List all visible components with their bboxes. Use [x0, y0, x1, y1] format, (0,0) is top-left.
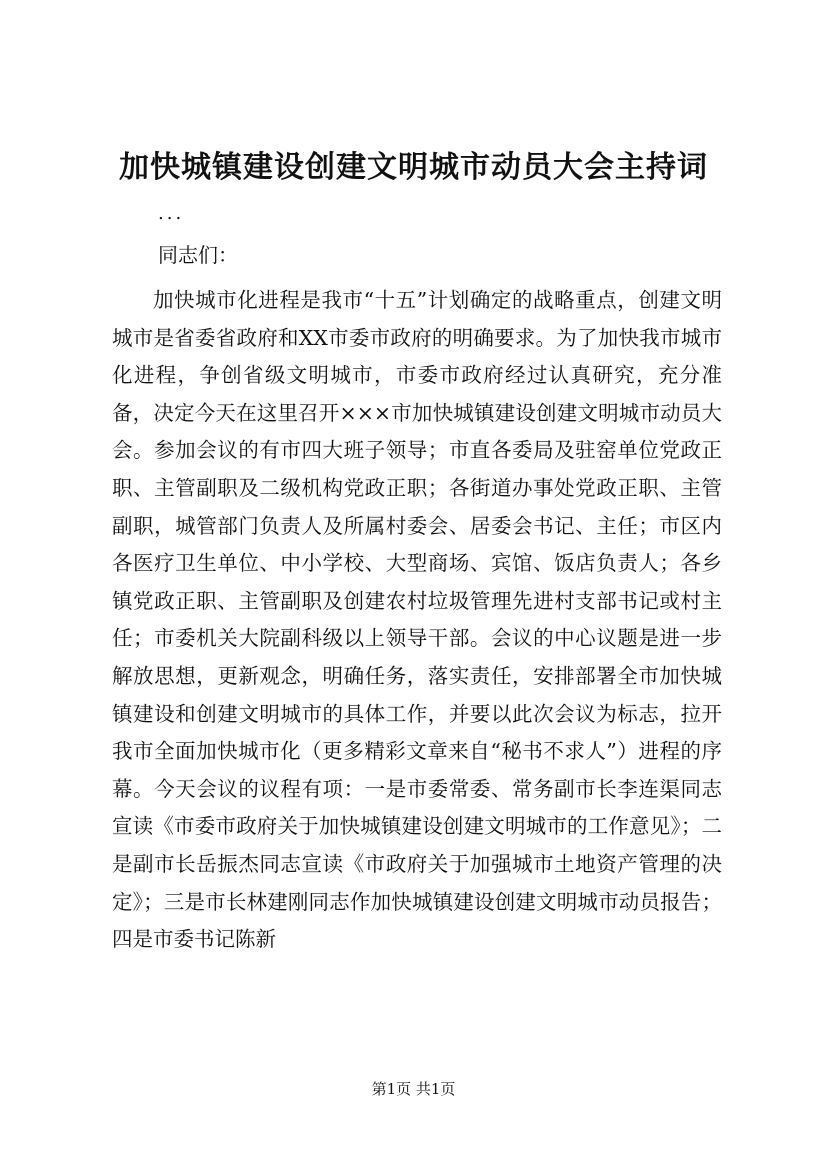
ellipsis-text: ... [158, 203, 185, 224]
page-footer: 第1页 共1页 [371, 1080, 456, 1098]
salutation-text: 同志们： [158, 243, 238, 267]
document-title: 加快城镇建设创建文明城市动员大会主持词 [119, 150, 708, 185]
body-paragraph: 加快城市化进程是我市“十五”计划确定的战略重点，创建文明城市是省委省政府和XX市委市政府的明确要求。为了加快我市城市化进程，争创省级文明城市，市委市政府经过认真研究，充分准备，决定今天在这里召开×××市加快城镇建设创建文明城市动员大会。参加会议的有市四大班子领导；市直各委局及驻窑单位党政正职、主管副职及二级机构党政正职；各街道办事处党政正职、主管副职，城管部门负责人及所属村委会、居委会书记、主任；市区内各医疗卫生单位、中小学校、大型商场、宾馆、饭店负责人；各乡镇党政正职、主管副职及创建农村垃圾管理先进村支部书记或村主任；市委机关大院副科级以上领导干部。会议的中心议题是进一步解放思想，更新观念，明确任务，落实责任，安排部署全市加快城镇建设和创建文明城市的具体工作，并要以此次会议为标志，拉开我市全面加快城市化（更多精彩文章来自“秘书不求人”）进程的序幕。今天会议的议程有项：一是市委常委、常务副市长李连渠同志宣读《市委市政府关于加快城镇建设创建文明城市的工作意见》；二是副市长岳振杰同志宣读《市政府关于加强城市土地资产管理的决定》；三是市长林建刚同志作加快城镇建设创建文明城市动员报告；四是市委书记陈新 [112, 288, 722, 952]
